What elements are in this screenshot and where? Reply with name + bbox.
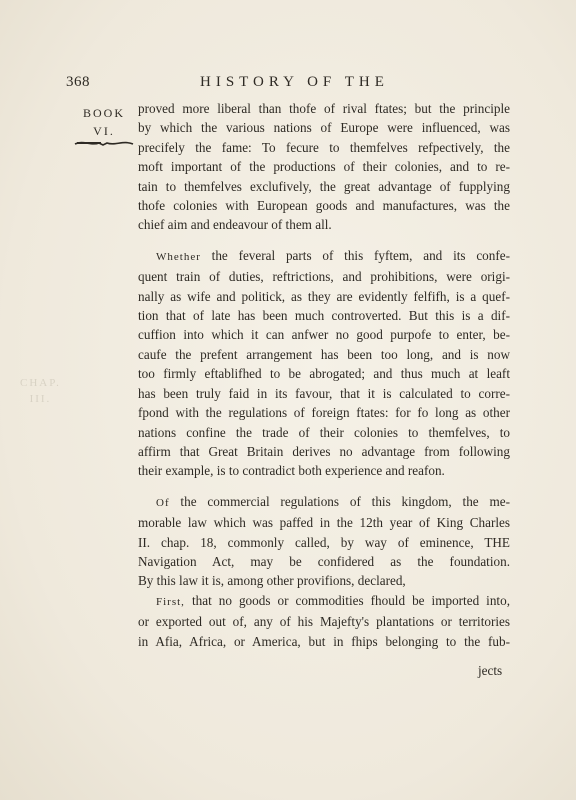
text-line: or exported out of, any of his Majefty's plantations or territories (138, 614, 510, 630)
text-line: morable law which was paffed in the 12th year of King Charles (138, 515, 510, 531)
text-line: has been truly faid in its favour, that it is calculated to corre- (138, 385, 510, 401)
text-line: their example, is to contradict both experience and reafon. (138, 463, 445, 479)
text-line: too firmly eftablifhed to be abrogated; and thus much at leaft (138, 366, 510, 382)
small-caps-lead: Of (156, 496, 170, 509)
text-line: tion that of late has been much controverted. But this is a dif- (138, 308, 510, 324)
text-line: caufe the prefent arrangement has been too long, and is now (138, 346, 510, 362)
text-line: cuffion into which it can anfwer no good purpofe to enter, be- (138, 327, 510, 343)
small-caps-lead: First, (156, 595, 185, 608)
text-line: affirm that Great Britain derives no advantage from following (138, 443, 510, 459)
text-line: nations confine the trade of their colonies to themfelves, to (138, 424, 510, 440)
text-line: quent train of duties, reftrictions, and prohibitions, were origi- (138, 269, 510, 285)
text-line: First, that no goods or commodities fhould be imported into, (156, 592, 510, 608)
page-number: 368 (66, 74, 90, 90)
book-number: VI. (93, 124, 115, 138)
running-title: HISTORY OF THE (200, 74, 389, 90)
margin-book-label (74, 104, 134, 140)
small-caps-lead: Whether (156, 250, 201, 263)
text-line: in Afia, Africa, or America, but in fhips belonging to the fub- (138, 633, 510, 649)
text-line: Of the commercial regulations of this kingdom, the me- (156, 493, 510, 509)
text-line: II. chap. 18, commonly called, by way of eminence, THE (138, 534, 510, 550)
body-text (138, 99, 510, 651)
paragraph-4 (138, 591, 510, 651)
text-line: precifely the fame: To fecure to themfelves refpectively, the (138, 139, 510, 155)
bleed-through-text: CHAP. III. (20, 377, 61, 405)
text-line: chief aim and endeavour of them all. (138, 217, 332, 233)
paragraph-3 (138, 492, 510, 591)
text-line: proved more liberal than thofe of rival ftates; but the principle (138, 101, 510, 116)
catchword: jects (478, 663, 503, 678)
paragraph-2 (138, 246, 510, 481)
ornament-flourish-icon (73, 138, 135, 148)
text-line: Navigation Act, may be confidered as the foundation. (138, 553, 510, 569)
paragraph-1 (138, 99, 510, 235)
text-line: Whether the feveral parts of this fyftem, and its confe- (156, 247, 510, 263)
text-line: By this law it is, among other provifions, declared, (138, 573, 406, 589)
text-line: by which the various nations of Europe were influenced, was (138, 120, 510, 136)
text-line: thofe colonies with European goods and manufactures, was the (138, 198, 510, 214)
text-line: tain to themfelves exclufively, the great advantage of fupplying (138, 178, 510, 194)
text-line: fpond with the regulations of foreign ftates: for fo long as other (138, 405, 510, 421)
text-line: nally as wife and politick, as they are evidently felfifh, is a quef- (138, 288, 510, 304)
text-line: moft important of the productions of their colonies, and to re- (138, 159, 510, 175)
book-label: BOOK (82, 106, 125, 120)
